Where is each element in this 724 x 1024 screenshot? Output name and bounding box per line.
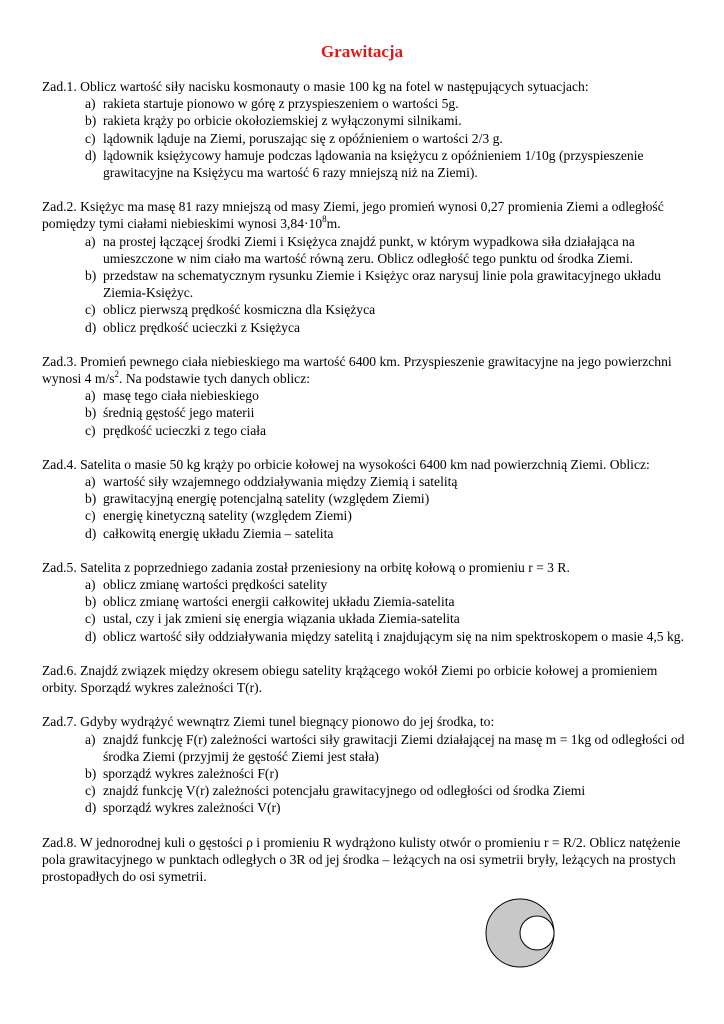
task-intro-text: Zad.2. Księżyc ma masę 81 razy mniejszą od masy Ziemi, jego promień wynosi 0,27 promienia Ziemi a odległość pomiędzy tymi ciałami niebieskimi wynosi 3,84·10 (42, 199, 664, 232)
item-marker: c) (85, 508, 96, 524)
item-text: wartość siły wzajemnego oddziaływania między Ziemią i satelitą (103, 474, 458, 490)
hollow-sphere-figure (482, 897, 558, 969)
task-intro (42, 198, 688, 232)
list-item (42, 112, 688, 129)
item-marker: d) (85, 800, 97, 816)
list-item (42, 130, 688, 147)
exponent: 8 (322, 213, 327, 224)
task-intro-text-end: m. (326, 216, 341, 232)
list-item (42, 95, 688, 112)
list-item (42, 628, 688, 645)
item-marker: c) (85, 422, 96, 438)
list-item (42, 147, 688, 181)
list-item (42, 233, 688, 267)
item-marker: b) (85, 405, 97, 421)
list-item (42, 319, 688, 336)
task-intro-text: Zad.3. Promień pewnego ciała niebieskiego ma wartość 6400 km. Przyspieszenie grawitacyjne na jego powierzchni wynosi 4 m/s (42, 353, 672, 387)
task-intro: Zad.8. W jednorodnej kuli o gęstości ρ i promieniu R wydrążono kulisty otwór o promieniu r = R/2. Oblicz natężenie pola grawitacyjnego w punktach odległych o 3R od jej środka – leżących na osi symetrii bryły, leżących na prostych prostopadłych do osi symetrii. (42, 834, 681, 884)
item-text: na prostej łączącej środki Ziemi i Księżyca znajdź punkt, w którym wypadkowa siła działająca na umieszczone w nim ciało ma wartość równą zeru. Oblicz odległość tego punktu od środka Ziemi. (103, 233, 635, 266)
task-8 (42, 834, 688, 886)
item-text: oblicz zmianę wartości prędkości satelity (103, 577, 328, 593)
item-text: znajdź funkcję F(r) zależności wartości siły grawitacji Ziemi działającej na masę m = 1kg od odległości od środka Ziemi (przyjmij że gęstość Ziemi jest stała) (103, 731, 685, 764)
task-items (42, 473, 688, 542)
item-text: oblicz prędkość ucieczki z Księżyca (103, 319, 301, 335)
task-intro: Zad.5. Satelita z poprzedniego zadania został przeniesiony na orbitę kołową o promieniu r = 3 R. (42, 559, 570, 575)
list-item (42, 507, 688, 524)
task-1 (42, 78, 688, 181)
task-items (42, 95, 688, 181)
task-intro: Zad.1. Oblicz wartość siły nacisku kosmonauty o masie 100 kg na fotel w następujących sytuacjach: (42, 79, 589, 94)
item-marker: a) (85, 96, 96, 112)
item-marker: b) (85, 113, 97, 129)
item-marker: a) (85, 577, 96, 593)
item-marker: d) (85, 147, 97, 163)
item-marker: b) (85, 268, 97, 284)
item-marker: d) (85, 319, 97, 335)
item-text: lądownik ląduje na Ziemi, poruszając się z opóźnieniem o wartości 2/3 g. (103, 130, 503, 146)
list-item (42, 799, 688, 816)
item-text: lądownik księżycowy hamuje podczas lądowania na księżycu z opóźnieniem 1/10g (przyspieszenie grawitacyjne na Księżycu ma wartość 6 razy mniejszą niż na Ziemi). (103, 147, 644, 181)
task-items (42, 576, 688, 645)
task-6 (42, 662, 688, 696)
page-title: Grawitacja (320, 42, 404, 61)
task-items (42, 731, 688, 817)
task-intro: Zad.4. Satelita o masie 50 kg krąży po orbicie kołowej na wysokości 6400 km nad powierzchnią Ziemi. Oblicz: (42, 456, 650, 472)
item-text: całkowitą energię układu Ziemia – satelita (103, 525, 334, 541)
item-marker: b) (85, 594, 97, 610)
list-item (42, 301, 688, 318)
list-item (42, 473, 688, 490)
list-item (42, 610, 688, 627)
item-text: sporządź wykres zależności V(r) (103, 800, 281, 816)
item-marker: c) (85, 611, 96, 627)
list-item (42, 422, 688, 439)
item-text: oblicz wartość siły oddziaływania między satelitą i znajdującym się na nim spektroskopem o masie 4,5 kg. (103, 628, 684, 644)
task-4 (42, 456, 688, 542)
task-items (42, 387, 688, 439)
item-text: oblicz zmianę wartości energii całkowitej układu Ziemia-satelita (103, 594, 455, 610)
item-text: grawitacyjną energię potencjalną satelity (względem Ziemi) (103, 491, 430, 507)
item-text: znajdź funkcję V(r) zależności potencjału grawitacyjnego od odległości od środka Ziemi (103, 783, 586, 799)
item-marker: a) (85, 388, 96, 404)
item-marker: c) (85, 302, 96, 318)
list-item (42, 731, 688, 765)
item-marker: a) (85, 233, 96, 249)
exponent: 2 (114, 368, 120, 379)
list-item (42, 490, 688, 507)
item-text: oblicz pierwszą prędkość kosmiczna dla Księżyca (103, 302, 376, 318)
item-marker: d) (85, 628, 97, 644)
item-text: rakieta startuje pionowo w górę z przyspieszeniem o wartości 5g. (103, 96, 459, 112)
task-intro (42, 353, 688, 387)
item-marker: a) (85, 474, 96, 490)
list-item (42, 525, 688, 542)
task-7 (42, 713, 688, 816)
task-intro-text-end: . Na podstawie tych danych oblicz: (119, 371, 311, 387)
item-text: średnią gęstość jego materii (103, 405, 255, 421)
item-text: przedstaw na schematycznym rysunku Ziemie i Księżyc oraz narysuj linie pola grawitacyjnego układu Ziemia-Księżyc. (103, 268, 661, 301)
inner-cavity (520, 916, 554, 950)
list-item (42, 267, 688, 301)
item-text: sporządź wykres zależności F(r) (103, 765, 279, 781)
task-items (42, 233, 688, 336)
task-intro: Zad.7. Gdyby wydrążyć wewnątrz Ziemi tunel biegnący pionowo do jej środka, to: (42, 714, 495, 730)
item-text: rakieta krąży po orbicie okołoziemskiej z wyłączonymi silnikami. (103, 113, 462, 129)
item-marker: c) (85, 783, 96, 799)
list-item (42, 593, 688, 610)
list-item (42, 387, 688, 404)
task-3 (42, 353, 688, 439)
task-2 (42, 198, 688, 336)
task-5 (42, 559, 688, 645)
list-item (42, 765, 688, 782)
list-item (42, 782, 688, 799)
item-marker: b) (85, 491, 97, 507)
list-item (42, 404, 688, 421)
item-marker: b) (85, 765, 97, 781)
task-intro: Zad.6. Znajdź związek między okresem obiegu satelity krążącego wokół Ziemi po orbicie kołowej a promieniem orbity. Sporządź wykres zależności T(r). (42, 662, 658, 696)
item-text: energię kinetyczną satelity (względem Ziemi) (103, 508, 352, 524)
item-text: ustal, czy i jak zmieni się energia wiązania układa Ziemia-satelita (103, 611, 460, 627)
document-body (42, 78, 688, 902)
item-marker: c) (85, 130, 96, 146)
item-marker: d) (85, 525, 97, 541)
item-marker: a) (85, 731, 96, 747)
list-item (42, 576, 688, 593)
item-text: masę tego ciała niebieskiego (103, 388, 259, 404)
item-text: prędkość ucieczki z tego ciała (103, 422, 267, 438)
